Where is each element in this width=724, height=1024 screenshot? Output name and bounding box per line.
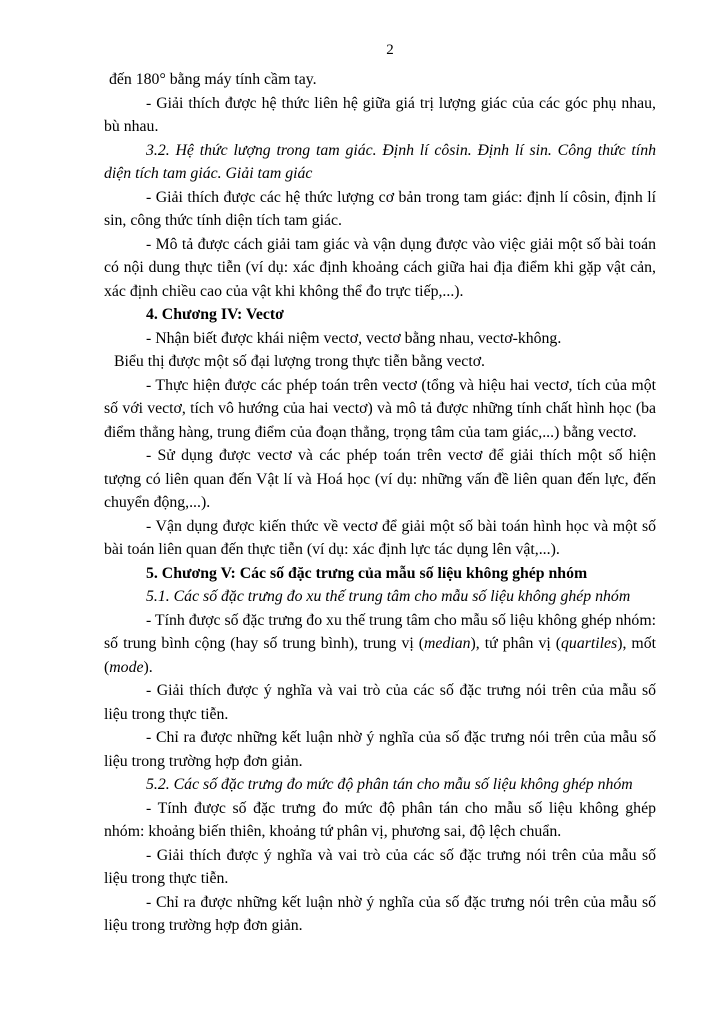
term-mode: mode — [109, 658, 144, 676]
text-span: ). — [143, 658, 153, 676]
section-heading-italic: 5.1. Các số đặc trưng đo xu thế trung tâm cho mẫu số liệu không ghép nhóm — [146, 588, 631, 605]
chapter-heading: 5. Chương V: Các số đặc trưng của mẫu số liệu không ghép nhóm — [146, 564, 588, 582]
section-heading-italic: 5.2. Các số đặc trưng đo mức độ phân tán cho mẫu số liệu không ghép nhóm — [146, 776, 633, 793]
paragraph: - Tính được số đặc trưng đo mức độ phân tán cho mẫu số liệu không ghép nhóm: khoảng biến thiên, khoảng tứ phân vị, phương sai, độ lệch chuẩn. — [104, 799, 656, 840]
term-median: median — [424, 635, 471, 652]
section-heading-italic: 3.2. Hệ thức lượng trong tam giác. Định lí côsin. Định lí sin. Công thức tính diện tích tam giác. Giải tam giác — [104, 141, 656, 182]
paragraph: - Chỉ ra được những kết luận nhờ ý nghĩa của số đặc trưng nói trên của mẫu số liệu trong trường hợp đơn giản. — [104, 893, 656, 934]
paragraph: - Nhận biết được khái niệm vectơ, vectơ bằng nhau, vectơ-không. — [146, 329, 562, 347]
paragraph: - Sử dụng được vectơ và các phép toán trên vectơ để giải thích một số hiện tượng có liên quan đến Vật lí và Hoá học (ví dụ: những vấn đề liên quan đến lực, đến chuyển động,...). — [104, 447, 656, 511]
paragraph: - Giải thích được ý nghĩa và vai trò của các số đặc trưng nói trên của mẫu số liệu trong thực tiễn. — [104, 682, 656, 723]
paragraph: Biểu thị được một số đại lượng trong thực tiễn bằng vectơ. — [114, 353, 486, 370]
paragraph: - Vận dụng được kiến thức về vectơ để giải một số bài toán hình học và một số bài toán liên quan đến thực tiễn (ví dụ: xác định lực tác dụng lên vật,...). — [104, 517, 656, 558]
text-span: - Tính được số đặc trưng đo xu thế trung tâm cho mẫu số liệu không ghép nhóm: số trung bình cộng (hay số trung bình), trung vị ( — [104, 611, 656, 652]
paragraph: - Giải thích được ý nghĩa và vai trò của các số đặc trưng nói trên của mẫu số liệu trong thực tiễn. — [104, 846, 656, 887]
page-number: 2 — [386, 42, 394, 58]
chapter-heading: 4. Chương IV: Vectơ — [146, 306, 284, 323]
paragraph: - Mô tả được cách giải tam giác và vận dụng được vào việc giải một số bài toán có nội dung thực tiễn (ví dụ: xác định khoảng cách giữa hai địa điểm khi gặp vật cản, xác định chiều cao của vật khi không thể đo trực tiếp,...). — [104, 235, 656, 300]
paragraph: đến 180° bằng máy tính cầm tay. — [109, 71, 317, 88]
term-quartiles: quartiles — [561, 635, 618, 652]
text-span: ), tứ phân vị ( — [470, 635, 562, 652]
paragraph: - Thực hiện được các phép toán trên vectơ (tổng và hiệu hai vectơ, tích của một số với vectơ, tích vô hướng của hai vectơ) và mô tả được những tính chất hình học (ba điểm thẳng hàng, trung điểm của đoạn thẳng, trọng tâm của tam giác,...) bằng vectơ. — [104, 376, 656, 441]
text-span: ), mốt ( — [104, 635, 657, 676]
paragraph: - Giải thích được hệ thức liên hệ giữa giá trị lượng giác của các góc phụ nhau, bù nhau. — [104, 94, 656, 135]
paragraph-rich — [104, 609, 656, 680]
paragraph: - Giải thích được các hệ thức lượng cơ bản trong tam giác: định lí côsin, định lí sin, công thức tính diện tích tam giác. — [104, 188, 656, 229]
paragraph: - Chỉ ra được những kết luận nhờ ý nghĩa của số đặc trưng nói trên của mẫu số liệu trong trường hợp đơn giản. — [104, 729, 656, 770]
document-page — [104, 40, 656, 938]
